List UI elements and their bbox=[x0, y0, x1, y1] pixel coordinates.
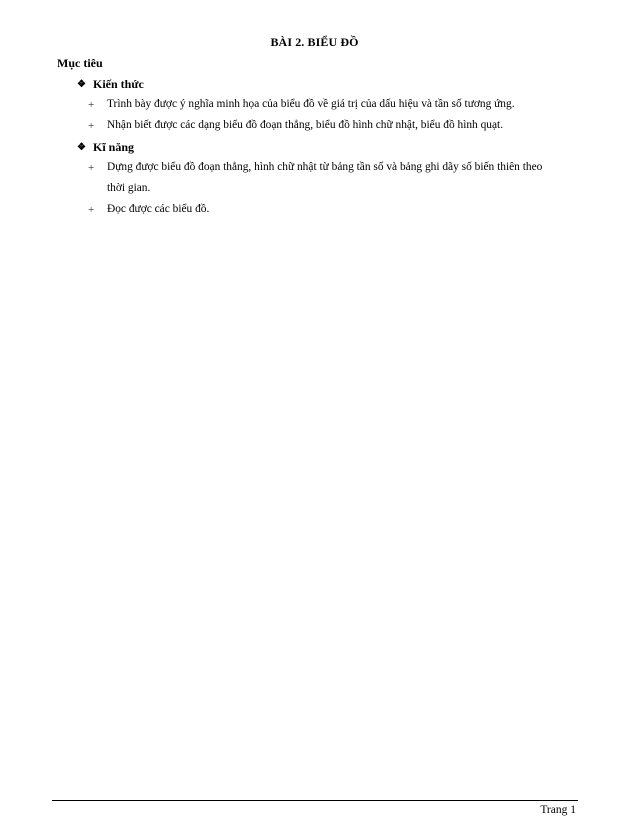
list-bullet: + bbox=[88, 204, 95, 216]
list-item: Nhận biết được các dạng biểu đồ đoạn thẳng, biểu đồ hình chữ nhật, biểu đồ hình quạt. bbox=[107, 119, 504, 131]
list-item: Đọc được các biểu đồ. bbox=[107, 203, 210, 215]
page-number: Trang 1 bbox=[540, 804, 576, 816]
list-bullet: + bbox=[88, 120, 95, 132]
page-title: BÀI 2. BIỂU ĐỒ bbox=[270, 35, 359, 49]
footer-rule bbox=[52, 800, 578, 801]
list-item: Trình bày được ý nghĩa minh họa của biểu đồ về giá trị của dấu hiệu và tần số tương ứng. bbox=[107, 98, 515, 110]
list-item: Dựng được biểu đồ đoạn thẳng, hình chữ nhật từ bảng tần số và bảng ghi dãy số biến thiên theo bbox=[107, 161, 543, 173]
list-bullet: + bbox=[88, 162, 95, 174]
diamond-bullet-icon: ❖ bbox=[77, 142, 86, 153]
diamond-bullet-icon: ❖ bbox=[77, 79, 86, 90]
section-heading: Mục tiêu bbox=[57, 56, 103, 70]
list-bullet: + bbox=[88, 99, 95, 111]
group-heading-knowledge bbox=[77, 77, 144, 92]
group-heading-label: Kĩ năng bbox=[93, 140, 135, 154]
group-heading-skills bbox=[77, 140, 134, 155]
list-item-continuation: thời gian. bbox=[107, 182, 151, 194]
group-heading-label: Kiến thức bbox=[93, 77, 144, 91]
